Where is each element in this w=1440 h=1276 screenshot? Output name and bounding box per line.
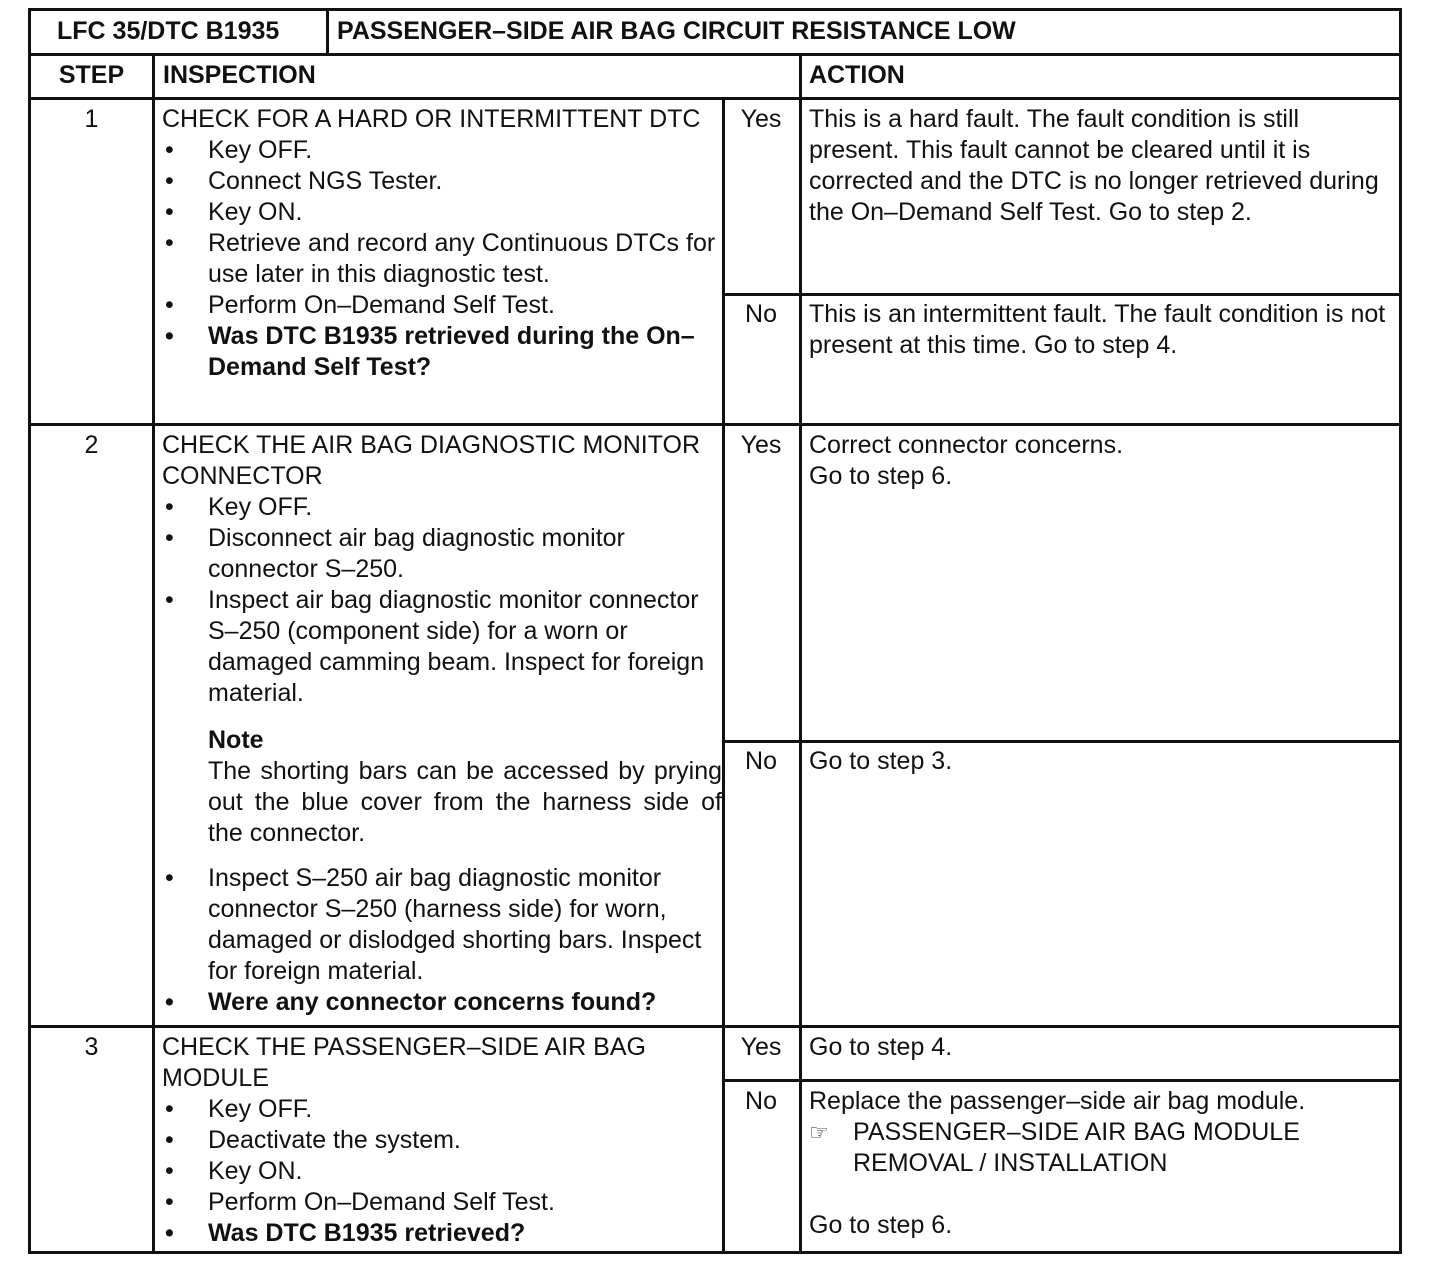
list-item: • Disconnect air bag diagnostic monitor connector S–250. <box>162 523 722 585</box>
list-item: • Key ON. <box>162 1156 722 1187</box>
yes-label: Yes <box>740 105 782 133</box>
no-action: This is an intermittent fault. The fault condition is not present at this time. Go to step 4. <box>809 300 1386 359</box>
step-inspection <box>162 104 722 383</box>
divider <box>723 293 1399 296</box>
diagnostic-table <box>28 8 1402 1254</box>
divider <box>31 1025 1399 1028</box>
divider <box>723 1079 1399 1082</box>
step-heading: CHECK FOR A HARD OR INTERMITTENT DTC <box>162 105 701 133</box>
list-item-question: • Were any connector concerns found? <box>162 987 722 1018</box>
column-header-action: ACTION <box>809 61 905 89</box>
no-label: No <box>745 747 777 775</box>
divider <box>31 53 1399 56</box>
list-item: • Perform On–Demand Self Test. <box>162 290 722 321</box>
yes-label: Yes <box>740 1033 782 1061</box>
step-number: 3 <box>84 1033 99 1061</box>
column-header-inspection: INSPECTION <box>163 61 316 89</box>
no-action <box>809 1086 1394 1241</box>
list-item: • Key ON. <box>162 197 722 228</box>
step-heading: CHECK THE PASSENGER–SIDE AIR BAG MODULE <box>162 1033 646 1092</box>
step-inspection <box>162 430 722 1018</box>
list-item: • Perform On–Demand Self Test. <box>162 1187 722 1218</box>
action-line: Replace the passenger–side air bag module. <box>809 1087 1306 1115</box>
action-line: Go to step 6. <box>809 462 953 490</box>
list-item-question: • Was DTC B1935 retrieved during the On–Demand Self Test? <box>162 321 722 383</box>
column-header-step: STEP <box>58 61 125 89</box>
inspection-list <box>162 863 722 1018</box>
divider <box>31 97 1399 100</box>
list-item: • Retrieve and record any Continuous DTCs for use later in this diagnostic test. <box>162 228 722 290</box>
yes-label: Yes <box>740 431 782 459</box>
manual-reference[interactable] <box>809 1117 1394 1179</box>
yes-action: Go to step 4. <box>809 1033 953 1061</box>
no-label: No <box>745 300 777 328</box>
divider <box>31 423 1399 426</box>
action-line: Correct connector concerns. <box>809 431 1124 459</box>
list-item: • Inspect S–250 air bag diagnostic monitor connector S–250 (harness side) for worn, damaged or dislodged shorting bars. Inspect for foreign material. <box>162 863 722 987</box>
inspection-list <box>162 135 722 383</box>
list-item: • Key OFF. <box>162 492 722 523</box>
no-action: Go to step 3. <box>809 747 953 775</box>
note-label: Note <box>208 726 264 754</box>
inspection-list <box>162 492 722 709</box>
step-number: 2 <box>84 431 99 459</box>
list-item: • Key OFF. <box>162 1094 722 1125</box>
dtc-code: LFC 35/DTC B1935 <box>57 17 280 45</box>
list-item-question: • Was DTC B1935 retrieved? <box>162 1218 722 1249</box>
divider <box>723 740 1399 743</box>
list-item: • Connect NGS Tester. <box>162 166 722 197</box>
step-number: 1 <box>84 105 99 133</box>
list-item: • Key OFF. <box>162 135 722 166</box>
divider <box>799 53 802 1251</box>
action-line: Go to step 6. <box>809 1211 953 1239</box>
divider <box>326 11 329 53</box>
list-item: • Inspect air bag diagnostic monitor connector S–250 (component side) for a worn or damaged camming beam. Inspect for foreign material. <box>162 585 722 709</box>
no-label: No <box>745 1087 777 1115</box>
yes-action: This is a hard fault. The fault condition is still present. This fault cannot be cleared until it is corrected and the DTC is no longer retrieved during the On–Demand Self Test. Go to step 2. <box>809 105 1379 226</box>
page-title: PASSENGER–SIDE AIR BAG CIRCUIT RESISTANCE LOW <box>337 17 1016 45</box>
note-text: The shorting bars can be accessed by prying out the blue cover from the harness side of the connector. <box>208 757 722 847</box>
inspection-list <box>162 1094 722 1249</box>
yes-action <box>809 430 1394 492</box>
pointing-hand-icon: ☞ <box>809 1120 829 1145</box>
step-inspection <box>162 1032 722 1249</box>
step-heading: CHECK THE AIR BAG DIAGNOSTIC MONITOR CONNECTOR <box>162 431 701 490</box>
reference-text: PASSENGER–SIDE AIR BAG MODULE REMOVAL / INSTALLATION <box>853 1118 1300 1177</box>
list-item: • Deactivate the system. <box>162 1125 722 1156</box>
divider <box>722 97 725 1251</box>
divider <box>152 53 155 1251</box>
